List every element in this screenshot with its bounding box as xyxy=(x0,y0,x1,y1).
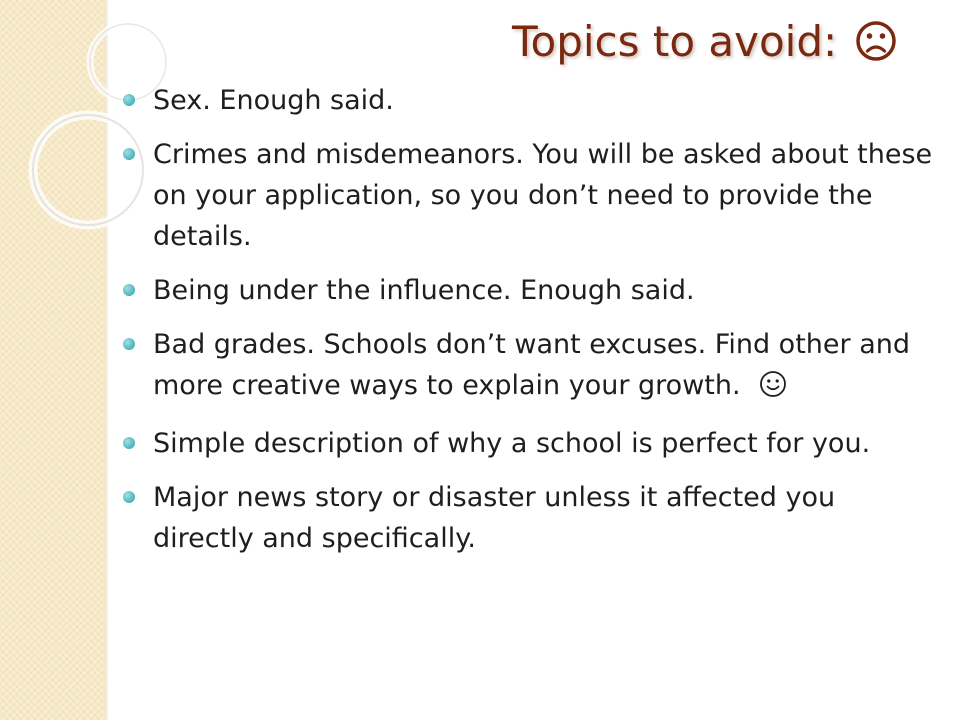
bullet-item xyxy=(123,324,943,410)
slide-title xyxy=(512,10,897,80)
bullet-text: Bad grades. Schools don’t want excuses. Find other and more creative ways to explain your growth. xyxy=(153,329,910,401)
bullet-list xyxy=(123,80,943,572)
bullet-text: Crimes and misdemeanors. You will be asked about these on your application, so you don’t need to provide the details. xyxy=(153,139,933,252)
bullet-dot-icon xyxy=(123,284,135,296)
frowning-face-icon xyxy=(855,16,897,80)
bullet-dot-icon xyxy=(123,94,135,106)
bullet-item xyxy=(123,134,943,257)
bullet-dot-icon xyxy=(123,437,135,449)
bullet-text: Sex. Enough said. xyxy=(153,85,394,116)
bullet-text: Simple description of why a school is perfect for you. xyxy=(153,428,871,459)
bullet-item xyxy=(123,423,943,464)
bullet-item xyxy=(123,477,943,559)
bullet-dot-icon xyxy=(123,338,135,350)
bullet-text: Being under the influence. Enough said. xyxy=(153,275,695,306)
bullet-dot-icon xyxy=(123,491,135,503)
bullet-dot-icon xyxy=(123,148,135,160)
bullet-item xyxy=(123,80,943,121)
bullet-text: Major news story or disaster unless it affected you directly and specifically. xyxy=(153,482,836,554)
smiling-face-icon xyxy=(759,369,787,410)
slide-title-text: Topics to avoid: xyxy=(512,17,838,66)
bullet-item xyxy=(123,270,943,311)
